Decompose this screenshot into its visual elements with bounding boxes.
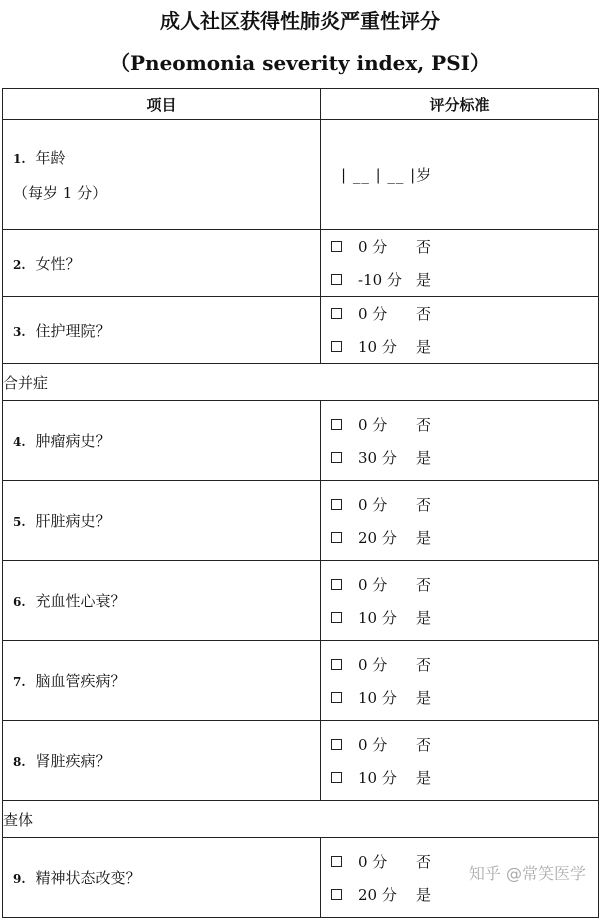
criteria-cell xyxy=(321,230,599,297)
option-answer: 否 xyxy=(416,238,432,256)
item-cell xyxy=(3,641,321,721)
option-points: 20 分 xyxy=(358,528,397,547)
option-points: -10 分 xyxy=(358,271,402,289)
watermark-text: 知乎 @常笑医学 xyxy=(468,864,586,883)
header-item: 项目 xyxy=(3,89,321,120)
page-title: 成人社区获得性肺炎严重性评分 xyxy=(160,9,440,33)
option-points: 10 分 xyxy=(358,688,397,707)
item-cell xyxy=(3,481,321,561)
checkbox[interactable] xyxy=(331,308,342,319)
item-cell xyxy=(3,561,321,641)
item-number: 7. xyxy=(13,675,26,689)
section-row-comorbidity xyxy=(3,364,599,401)
option-answer: 否 xyxy=(416,575,432,594)
option-points: 0 分 xyxy=(358,575,388,594)
option xyxy=(321,761,598,794)
option-points: 30 分 xyxy=(358,448,397,467)
checkbox[interactable] xyxy=(331,772,342,783)
table-row xyxy=(3,297,599,364)
option-points: 0 分 xyxy=(358,655,388,674)
item-cell xyxy=(3,838,321,918)
option-answer: 否 xyxy=(416,415,432,434)
option xyxy=(321,681,598,714)
option xyxy=(321,230,598,263)
checkbox[interactable] xyxy=(331,452,342,463)
option xyxy=(321,728,598,761)
option-points: 0 分 xyxy=(358,495,388,514)
item-label: 肾脏疾病？ xyxy=(35,752,111,770)
item-label: 肝脏病史？ xyxy=(35,512,111,530)
table-row-age xyxy=(3,120,599,230)
table-header-row xyxy=(3,89,599,120)
age-item-cell xyxy=(3,120,321,230)
criteria-cell xyxy=(321,721,599,801)
item-label: 住护理院？ xyxy=(35,321,111,340)
option-points: 0 分 xyxy=(358,735,388,754)
item-label: 年龄 xyxy=(35,148,66,167)
checkbox[interactable] xyxy=(331,692,342,703)
option xyxy=(321,330,598,363)
age-note: （每岁 1 分） xyxy=(13,183,108,202)
section-label-exam: 查体 xyxy=(3,801,599,838)
option-answer: 是 xyxy=(416,528,432,547)
option-points: 0 分 xyxy=(358,852,388,871)
checkbox[interactable] xyxy=(331,274,342,285)
item-label: 充血性心衰？ xyxy=(35,592,126,610)
item-cell xyxy=(3,297,321,364)
item-label: 精神状态改变？ xyxy=(35,869,141,887)
section-row-exam xyxy=(3,801,599,838)
criteria-cell xyxy=(321,481,599,561)
criteria-cell xyxy=(321,641,599,721)
option xyxy=(321,408,598,441)
watermark xyxy=(469,861,586,884)
option-points: 0 分 xyxy=(358,305,388,323)
option xyxy=(321,648,598,681)
table-row xyxy=(3,401,599,481)
item-number: 1. xyxy=(13,151,26,166)
item-number: 3. xyxy=(13,324,26,339)
checkbox[interactable] xyxy=(331,341,342,352)
item-number: 4. xyxy=(13,435,26,449)
option xyxy=(321,441,598,474)
criteria-cell xyxy=(321,561,599,641)
item-cell xyxy=(3,721,321,801)
item-number: 6. xyxy=(13,595,26,609)
item-label: 女性？ xyxy=(35,254,81,273)
section-label-comorbidity: 合并症 xyxy=(3,364,599,401)
option xyxy=(321,488,598,521)
option-points: 0 分 xyxy=(358,415,388,434)
item-number: 9. xyxy=(13,872,26,886)
option-answer: 是 xyxy=(416,885,432,904)
psi-table xyxy=(2,88,599,918)
option xyxy=(321,568,598,601)
item-label: 肿瘤病史？ xyxy=(35,432,111,450)
item-label: 脑血管疾病？ xyxy=(35,672,126,690)
item-cell xyxy=(3,230,321,297)
option-answer: 是 xyxy=(416,608,432,627)
checkbox[interactable] xyxy=(331,419,342,430)
option-answer: 否 xyxy=(416,305,432,323)
option-answer: 否 xyxy=(416,852,432,871)
page-subtitle: （Pneomonia severity index, PSI） xyxy=(109,51,491,75)
criteria-cell xyxy=(321,401,599,481)
option-points: 20 分 xyxy=(358,885,397,904)
item-number: 8. xyxy=(13,755,26,769)
option xyxy=(321,601,598,634)
checkbox[interactable] xyxy=(331,889,342,900)
criteria-cell xyxy=(321,297,599,364)
checkbox[interactable] xyxy=(331,241,342,252)
option-points: 10 分 xyxy=(358,338,397,356)
item-number: 2. xyxy=(13,257,26,272)
option-answer: 是 xyxy=(416,338,432,356)
option-points: 10 分 xyxy=(358,608,397,627)
option-answer: 是 xyxy=(416,448,432,467)
age-input-cell xyxy=(321,120,599,230)
checkbox[interactable] xyxy=(331,612,342,623)
checkbox[interactable] xyxy=(331,856,342,867)
option-answer: 是 xyxy=(416,688,432,707)
table-row xyxy=(3,641,599,721)
checkbox[interactable] xyxy=(331,499,342,510)
checkbox[interactable] xyxy=(331,532,342,543)
option-answer: 是 xyxy=(416,768,432,787)
checkbox[interactable] xyxy=(331,659,342,670)
option-answer: 否 xyxy=(416,655,432,674)
option-answer: 是 xyxy=(416,271,432,289)
option-points: 10 分 xyxy=(358,768,397,787)
header-criteria: 评分标准 xyxy=(321,89,599,120)
table-row xyxy=(3,481,599,561)
option xyxy=(321,297,598,330)
age-input-field[interactable]: | __ | __ |岁 xyxy=(341,166,433,184)
table-row xyxy=(3,230,599,297)
option-points: 0 分 xyxy=(358,238,388,256)
item-number: 5. xyxy=(13,515,26,529)
table-row xyxy=(3,561,599,641)
item-cell xyxy=(3,401,321,481)
checkbox[interactable] xyxy=(331,579,342,590)
option-answer: 否 xyxy=(416,735,432,754)
checkbox[interactable] xyxy=(331,739,342,750)
table-row xyxy=(3,721,599,801)
option-answer: 否 xyxy=(416,495,432,514)
option xyxy=(321,263,598,296)
option xyxy=(321,521,598,554)
